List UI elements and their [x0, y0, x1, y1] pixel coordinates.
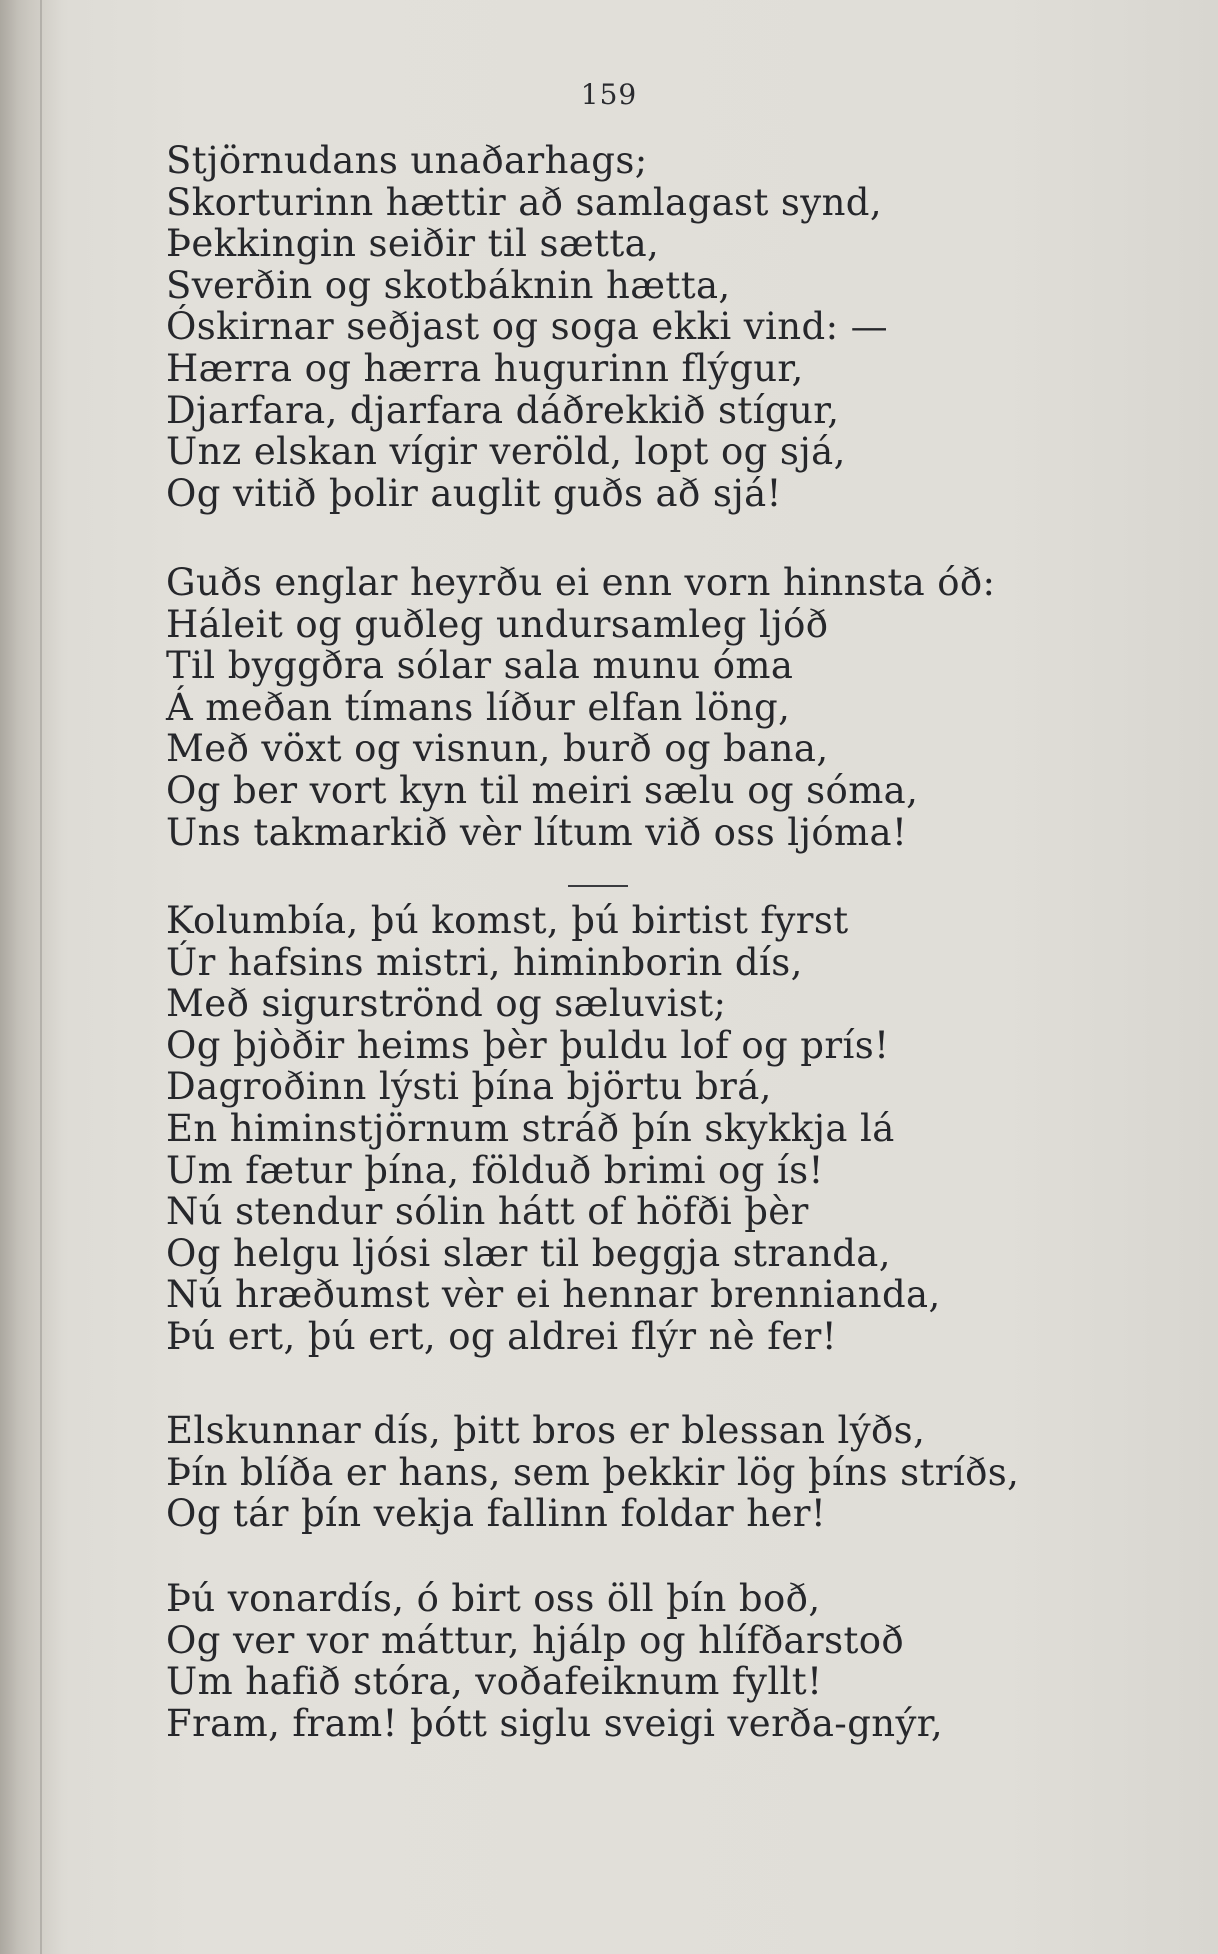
poem-line: Háleit og guðleg undursamleg ljóð — [166, 602, 829, 646]
poem-line: Með sigurströnd og sæluvist; — [166, 982, 727, 1026]
stanza-1 — [166, 140, 888, 514]
poem-line: Á meðan tímans líður elfan löng, — [166, 685, 791, 729]
poem-line: Til byggðra sólar sala munu óma — [166, 644, 794, 688]
poem-line: Uns takmarkið vèr lítum við oss ljóma! — [166, 810, 908, 854]
poem-line: Og helgu ljósi slær til beggja stranda, — [166, 1231, 891, 1275]
poem-line: Þekkingin seiðir til sætta, — [166, 222, 660, 266]
poem-line: En himinstjörnum stráð þín skykkja lá — [166, 1106, 895, 1150]
poem-line: Og tár þín vekja fallinn foldar her! — [166, 1492, 827, 1536]
poem-line: Og ver vor máttur, hjálp og hlífðarstoð — [166, 1618, 905, 1662]
poem-line: Unz elskan vígir veröld, lopt og sjá, — [166, 430, 846, 474]
poem-line: Sverðin og skotbáknin hætta, — [166, 263, 731, 307]
poem-line: Með vöxt og visnun, burð og bana, — [166, 727, 829, 771]
poem-line: Elskunnar dís, þitt bros er blessan lýðs, — [166, 1409, 926, 1452]
poem-line: Dagroðinn lýsti þína björtu brá, — [166, 1065, 772, 1109]
stanza-3 — [166, 900, 941, 1358]
poem-line: Og vitið þolir auglit guðs að sjá! — [166, 471, 782, 515]
poem-line: Fram, fram! þótt siglu sveigi verða-gnýr, — [166, 1701, 943, 1745]
binding-fold — [40, 0, 42, 1954]
poem-line: Þú ert, þú ert, og aldrei flýr nè fer! — [166, 1314, 838, 1358]
page-number: 159 — [580, 78, 638, 111]
poem-line: Guðs englar heyrðu ei enn vorn hinnsta óð: — [166, 561, 996, 604]
poem-line: Kolumbía, þú komst, þú birtist fyrst — [166, 899, 849, 942]
poem-line: Þú vonardís, ó birt oss öll þín boð, — [166, 1577, 821, 1620]
poem-line: Stjörnudans unaðarhags; — [166, 139, 648, 182]
poem-line: Um hafið stóra, voðafeiknum fyllt! — [166, 1660, 823, 1704]
poem-line: Nú stendur sólin hátt of höfði þèr — [166, 1190, 809, 1234]
poem-line: Og þjòðir heims þèr þuldu lof og prís! — [166, 1023, 890, 1067]
poem-line: Skorturinn hættir að samlagast synd, — [166, 180, 883, 224]
section-separator — [568, 885, 628, 887]
poem-line: Hærra og hærra hugurinn flýgur, — [166, 346, 804, 390]
poem-line: Nú hræðumst vèr ei hennar brennianda, — [166, 1273, 941, 1317]
poem-line: Djarfara, djarfara dáðrekkið stígur, — [166, 388, 840, 432]
poem-line: Um fætur þína, földuð brimi og ís! — [166, 1148, 824, 1192]
stanza-2 — [166, 562, 995, 853]
page-gutter-shadow — [0, 0, 62, 1954]
poem-line: Þín blíða er hans, sem þekkir lög þíns stríðs, — [166, 1450, 1020, 1494]
poem-line: Óskirnar seðjast og soga ekki vind: — — [166, 305, 889, 349]
poem-line: Úr hafsins mistri, himinborin dís, — [166, 940, 803, 984]
stanza-5 — [166, 1578, 943, 1744]
stanza-4 — [166, 1410, 1019, 1535]
poem-line: Og ber vort kyn til meiri sælu og sóma, — [166, 768, 919, 812]
